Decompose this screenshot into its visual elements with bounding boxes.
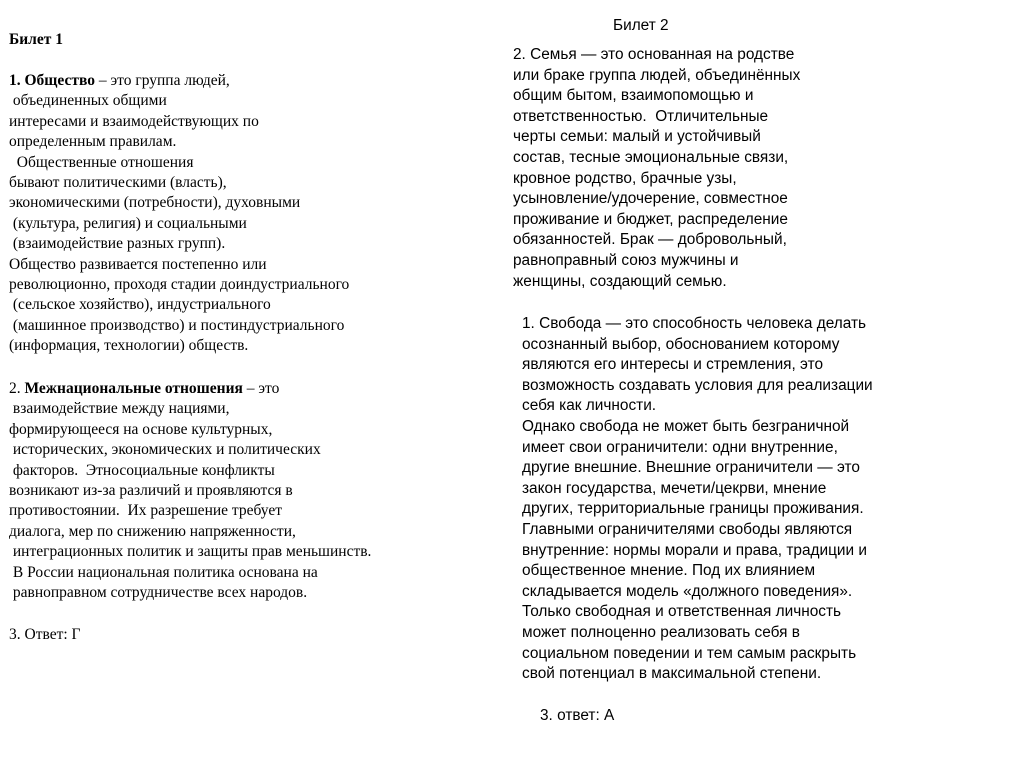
left-question-1: 1. Общество – это группа людей, объединенных общими интересами и взаимодействующих по определенным правилам. Общественные отношения бывают политическими (власть), экономическими (потребности), духовными (культура, религия) и социальными (взаимодействие разных групп). Общество развивается постепенно или революционно, проходя стадии доиндустриального (сельское хозяйство), индустриального (машинное производство) и постиндустриального (информация, технологии) обществ. [9,72,350,355]
left-answer-3: 3. Ответ: Г [9,626,81,643]
term-society: 1. Общество [9,72,95,89]
right-ticket-title: Билет 2 [613,17,669,34]
right-answer-3: 3. ответ: А [540,707,615,724]
right-question-1: 1. Свобода — это способность человека делать осознанный выбор, обоснованием которому являются его интересы и стремления, это возможность создавать условия для реализации себя как личности. Однако свобода не может быть безграничной имеет свои ограничители: одни внутренние, другие внешние. Внешние ограничители — это закон государства, мечети/цекрви, мнение других, территориальные границы проживания. Главными ограничителями свободы являются внутренние: нормы морали и права, традиции и общественное мнение. Под их влиянием складывается модель «должного поведения». Только свободная и ответственная личность может полноценно реализовать себя в социальном поведении и тем самым раскрыть свой потенциал в максимальной степени. [522,315,873,683]
term-interethnic-relations: Межнациональные отношения [24,380,243,397]
left-question-2: 2. Межнациональные отношения – это взаимодействие между нациями, формирующееся на основе культурных, исторических, экономических и политических факторов. Этносоциальные конфликты возникают из-за различий и проявляются в противостоянии. Их разрешение требует диалога, мер по снижению напряженности, интеграционных политик и защиты прав меньшинств. В России национальная политика основана на равноправном сотрудничестве всех народов. [9,380,372,602]
right-question-2: 2. Семья — это основанная на родстве или браке группа людей, объединённых общим бытом, взаимопомощью и ответственностью. Отличительные черты семьи: малый и устойчивый состав, тесные эмоциональные связи, кровное родство, брачные узы, усыновление/удочерение, совместное проживание и бюджет, распределение обязанностей. Брак — добровольный, равноправный союз мужчины и женщины, создающий семью. [513,46,801,290]
left-ticket-title: Билет 1 [9,31,63,48]
